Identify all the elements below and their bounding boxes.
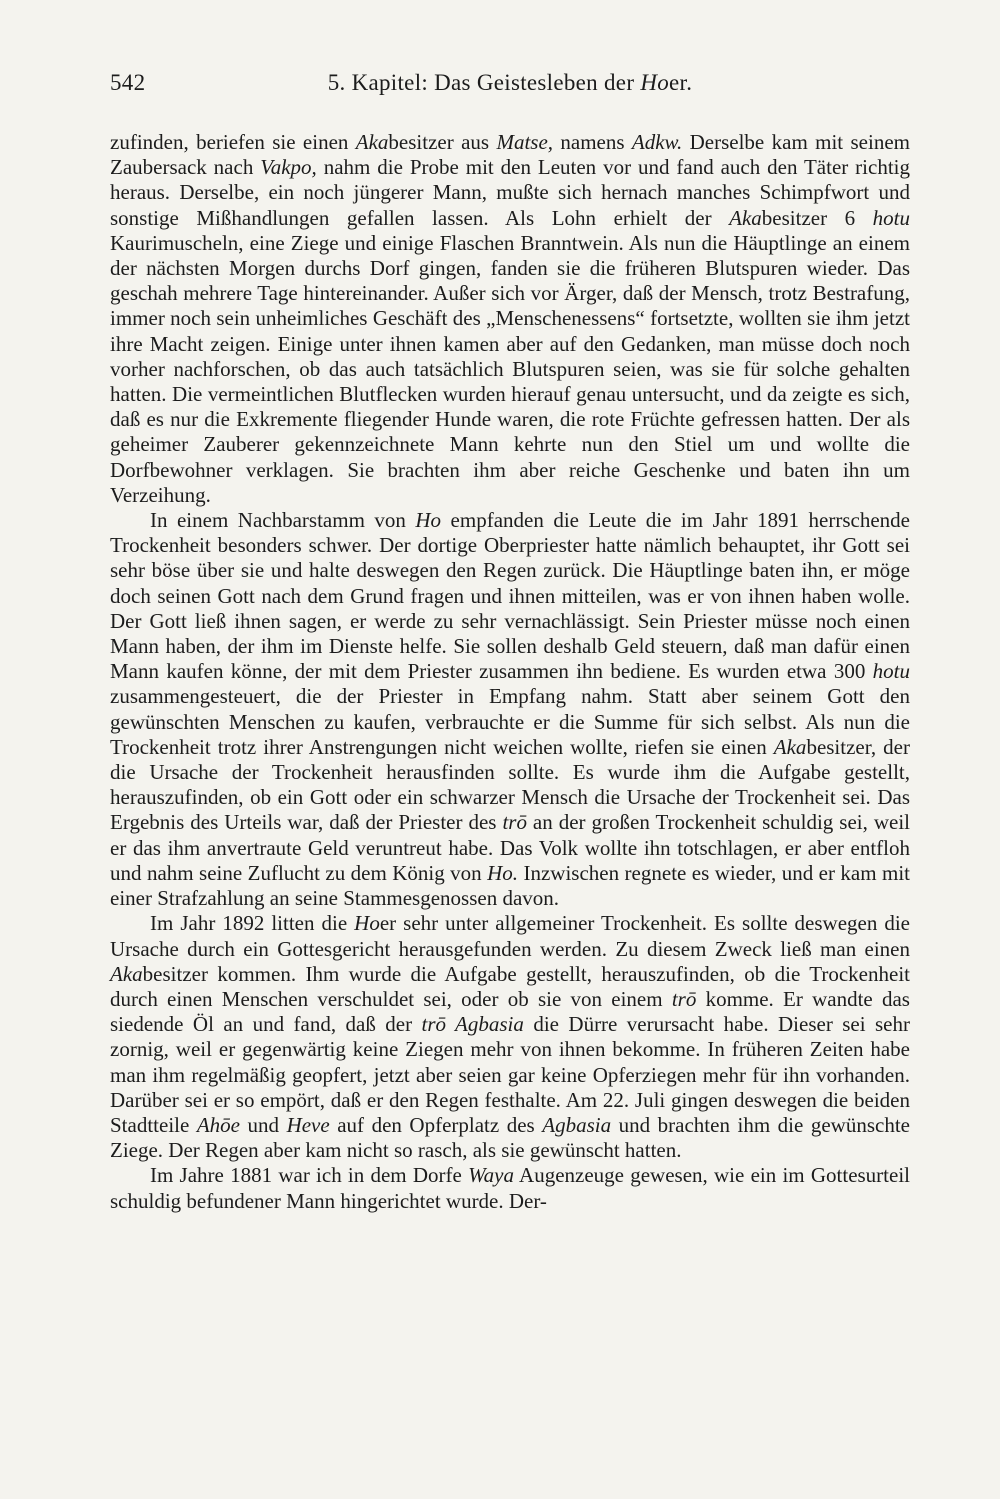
italic-term: Aka — [773, 734, 807, 759]
paragraph — [110, 508, 910, 911]
italic-term: Ho — [354, 911, 380, 936]
text-run: komme. Er wandte das siedende Öl an und fand, daß der — [110, 986, 910, 1037]
text-run: Kaurimuscheln, eine Ziege und einige Flaschen Branntwein. Als nun die Häuptlinge an einem der nächsten Morgen durchs Dorf gingen, fanden sie die früheren Blutspuren wieder. Das geschah mehrere Tage hintereinander. Außer sich vor Ärger, daß der Mensch, trotz Bestrafung, immer noch sein unheimliches Geschäft des „Menschenessens“ fortsetzte, wollten sie ihm jetzt ihre Macht zeigen. Einige unter ihnen kamen aber auf den Gedanken, man müsse doch noch vorher nachforschen, ob das auch tatsächlich Blutspuren seien, was sie für solche gehalten hatten. Die vermeintlichen Blutflecken wurden hierauf genau untersucht, und da zeigte es sich, daß es nur die Exkremente fliegender Hunde waren, die rote Früchte gefressen hatten. Der als geheimer Zauberer gekennzeichnete Mann kehrte nun den Stiel um und wollte die Dorfbewohner verklagen. Sie brachten ihm aber reiche Geschenke und baten ihn um Verzeihung. — [110, 230, 910, 507]
text-run: Im Jahre 1881 war ich in dem Dorfe — [150, 1163, 469, 1188]
text-run: besitzer aus — [388, 130, 497, 154]
italic-term: Ho — [415, 508, 442, 533]
text-run: besitzer, der die Ursache der Trockenheit herausfinden sollte. Es wurde ihm die Aufgabe gestellt, herauszufinden, ob ein Gott oder ein schwarzer Mensch die Ursache der Trockenheit sei. Das Ergebnis des Urteils war, daß der Priester des — [110, 734, 910, 835]
page-body — [110, 130, 910, 1214]
running-header — [110, 70, 910, 102]
italic-term: Matse, — [496, 130, 554, 154]
text-run: Im Jahr 1892 litten die — [150, 911, 355, 936]
italic-term: Heve — [286, 1112, 330, 1137]
book-page — [110, 70, 910, 1214]
text-run: zufinden, beriefen sie einen — [110, 130, 356, 154]
text-run: an der großen Trockenheit schuldig sei, weil er das ihm anvertraute Geld veruntreut habe. Das Volk wollte ihn totschlagen, er aber entfloh und nahm seine Zuflucht zu dem König von — [110, 810, 910, 885]
paragraph — [110, 911, 910, 1163]
italic-term: Aka — [110, 961, 143, 986]
italic-term: Waya — [468, 1163, 514, 1188]
italic-term: trō Agbasia — [421, 1012, 524, 1037]
chapter-title-italic: Ho — [640, 70, 670, 95]
italic-term: trō — [671, 986, 697, 1011]
text-run: besitzer 6 — [761, 205, 873, 230]
text-run: Derselbe kam mit seinem Zaubersack nach — [110, 130, 910, 180]
text-run: namens — [553, 130, 632, 154]
text-run: er sehr unter allgemeiner Trockenheit. Es sollte deswegen die Ursache durch ein Gottesgericht herausgefunden werden. Zu diesem Zweck ließ man einen — [110, 911, 910, 961]
page-number: 542 — [110, 70, 146, 95]
text-run: nahm die Probe mit den Leuten vor und fand auch den Täter richtig heraus. Derselbe, ein noch jüngerer Mann, mußte sich hernach manches Schimpfwort und sonstige Mißhandlungen gefallen lassen. Als Lohn erhielt der — [110, 155, 911, 230]
text-run: zusammengesteuert, die der Priester in Empfang nahm. Statt aber seinem Gott den gewünschten Menschen zu kaufen, verbrauchte er die Summe für sich selbst. Als nun die Trockenheit trotz ihrer Anstrengungen nicht weichen wollte, riefen sie einen — [110, 684, 910, 759]
italic-term: Ahōe — [196, 1112, 240, 1137]
text-run: empfanden die Leute die im Jahr 1891 herrschende Trockenheit besonders schwer. Der dortige Oberpriester hatte nämlich behauptet, ihr Gott sei sehr böse über sie und halte deswegen den Regen zurück. Die Häuptlinge baten ihn, er möge doch seinen Gott nach dem Grund fragen und ihnen mitteilen, was er von ihnen haben wolle. Der Gott ließ ihnen sagen, er werde zu sehr vernachlässigt. Sein Priester müsse noch einen Mann haben, der ihm im Dienste helfe. Sie sollen deshalb Geld steuern, daß man dafür einen Mann kaufen könne, der mit dem Priester zusammen ihn bediene. Es wurden etwa 300 — [110, 508, 910, 684]
italic-term: Agbasia — [542, 1112, 612, 1137]
text-run: besitzer kommen. Ihm wurde die Aufgabe gestellt, herauszufinden, ob die Trockenheit durch einen Menschen verschuldet sei, oder ob sie von einem — [110, 961, 910, 1011]
chapter-title-tail: er. — [669, 70, 693, 95]
italic-term: hotu — [872, 659, 910, 684]
text-run: und brachten ihm die gewünschte Ziege. Der Regen aber kam nicht so rasch, als sie gewünscht hatten. — [110, 1112, 910, 1163]
text-run: Inzwischen regnete es wieder, und er kam mit einer Strafzahlung an seine Stammesgenossen davon. — [110, 860, 910, 911]
italic-term: hotu — [872, 205, 910, 230]
chapter-title — [110, 70, 910, 96]
italic-term: Adkw. — [631, 130, 683, 154]
italic-term: trō — [502, 810, 527, 835]
italic-term: Ho. — [487, 860, 519, 885]
italic-term: Vakpo, — [260, 155, 317, 180]
italic-term: Aka — [355, 130, 389, 154]
text-run: und — [240, 1112, 287, 1137]
chapter-title-text: 5. Kapitel: Das Geistesleben der — [327, 70, 641, 95]
text-run: In einem Nachbarstamm von — [150, 508, 416, 533]
text-run: auf den Opferplatz des — [329, 1112, 543, 1137]
paragraph — [110, 130, 910, 508]
text-run: Augenzeuge gewesen, wie ein im Gottesurteil schuldig befundener Mann hingerichtet wurde. Der- — [110, 1163, 911, 1213]
paragraph — [110, 1163, 910, 1213]
italic-term: Aka — [729, 205, 762, 230]
text-run: die Dürre verursacht habe. Dieser sei sehr zornig, weil er gegenwärtig keine Ziegen mehr von ihnen bekomme. In früheren Zeiten habe man ihm regelmäßig geopfert, jetzt aber seien gar keine Opferziegen mehr für ihn vorhanden. Darüber sei er so empört, daß er den Regen festhalte. Am 22. Juli gingen deswegen die beiden Stadtteile — [110, 1012, 910, 1137]
